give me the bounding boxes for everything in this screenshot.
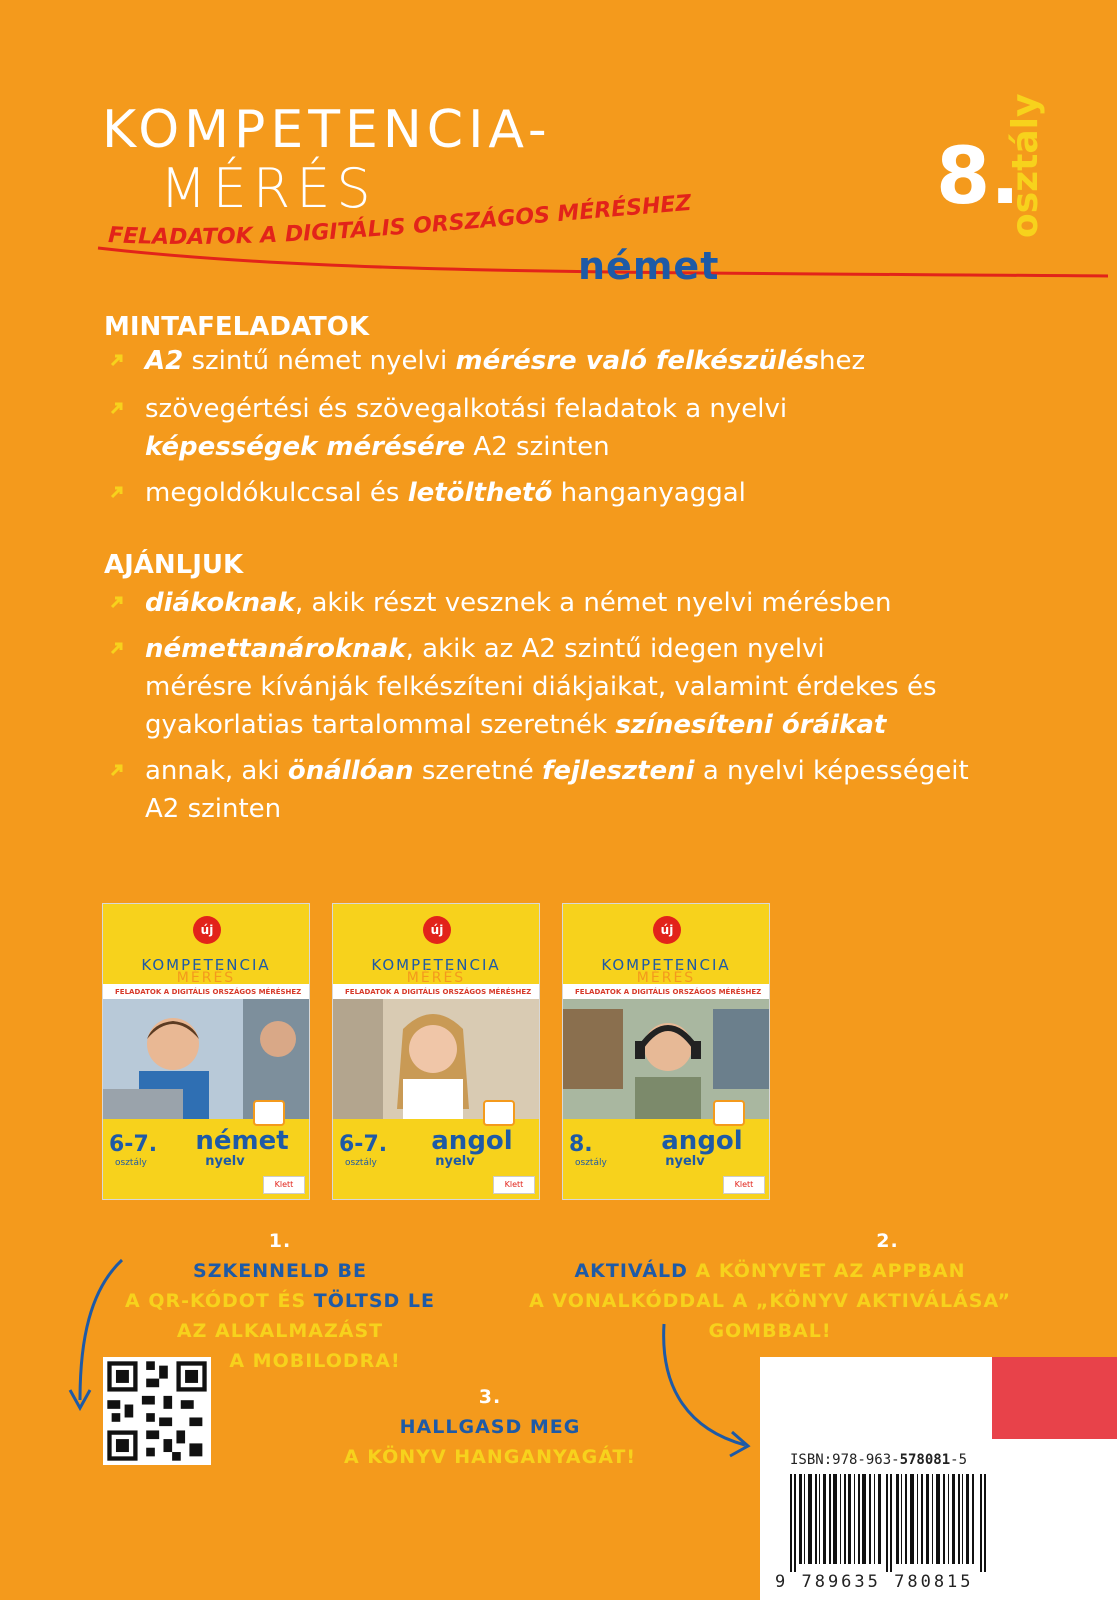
- new-badge: új: [193, 916, 221, 944]
- book-cover-german-6-7: új KOMPETENCIA MÉRÉS FELADATOK A DIGITÁLIS ORSZÁGOS MÉRÉSHEZ 6-7. osztály német nyelv Klett: [102, 903, 310, 1200]
- subtitle-text: FELADATOK A DIGITÁLIS ORSZÁGOS MÉRÉSHEZ: [107, 190, 693, 251]
- klett-logo: Klett: [263, 1176, 305, 1194]
- step-2: 2. AKTIVÁLD A KÖNYVET AZ APPBAN A VONALKÓDDAL A „KÖNYV AKTIVÁLÁSA” GOMBBAL!: [529, 1230, 1011, 1342]
- list-item: szövegértési és szövegalkotási feladatok a nyelvi képességek mérésére A2 szinten: [145, 390, 787, 466]
- grade-number: 8.: [936, 132, 1020, 222]
- step-1: 1. SZKENNELD BE A QR-KÓDOT ÉS TÖLTSD LE AZ ALKALMAZÁST A MOBILODRA!: [125, 1230, 435, 1372]
- arrow-bullet-icon: [109, 484, 125, 500]
- step-3: 3. HALLGASD MEG A KÖNYV HANGANYAGÁT!: [343, 1386, 637, 1468]
- audio-icon: [253, 1100, 285, 1126]
- audio-icon: [483, 1100, 515, 1126]
- book-cover-english-8: új KOMPETENCIA MÉRÉS FELADATOK A DIGITÁLIS ORSZÁGOS MÉRÉSHEZ 8. osztály angol nyelv Klett: [562, 903, 770, 1200]
- recommended-heading: AJÁNLJUK: [104, 550, 244, 580]
- audio-icon: [713, 1100, 745, 1126]
- new-badge: új: [423, 916, 451, 944]
- isbn-text: ISBN:978-963-578081-5: [790, 1452, 968, 1468]
- subject-title: német: [578, 244, 720, 288]
- title-kompetencia: KOMPETENCIA-: [102, 100, 552, 160]
- list-item: megoldókulccsal és letölthető hanganyaggal: [145, 474, 746, 512]
- klett-logo: Klett: [493, 1176, 535, 1194]
- klett-logo: Klett: [723, 1176, 765, 1194]
- qr-code[interactable]: [103, 1357, 211, 1465]
- curved-arrow-icon: [650, 1320, 760, 1470]
- list-item: A2 szintű német nyelvi mérésre való felkészüléshez: [145, 342, 865, 380]
- book-cover-english-6-7: új KOMPETENCIA MÉRÉS FELADATOK A DIGITÁLIS ORSZÁGOS MÉRÉSHEZ 6-7. osztály angol nyelv Klett: [332, 903, 540, 1200]
- new-badge: új: [653, 916, 681, 944]
- arrow-bullet-icon: [109, 640, 125, 656]
- arrow-bullet-icon: [109, 400, 125, 416]
- arrow-bullet-icon: [109, 594, 125, 610]
- title-meres: MÉRÉS: [160, 157, 377, 220]
- arrow-bullet-icon: [109, 352, 125, 368]
- list-item: némettanároknak, akik az A2 szintű idegen nyelvi mérésre kívánják felkészíteni diákjaikat, valamint érdekes és gyakorlatias tartalommal szeretnék színesíteni óráikat: [145, 630, 937, 744]
- list-item: diákoknak, akik részt vesznek a német nyelvi mérésben: [145, 584, 892, 622]
- ean-barcode[interactable]: [790, 1474, 990, 1572]
- arrow-bullet-icon: [109, 762, 125, 778]
- list-item: annak, aki önállóan szeretné fejleszteni a nyelvi képességeit A2 szinten: [145, 752, 969, 828]
- sample-tasks-heading: MINTAFELADATOK: [104, 312, 370, 342]
- barcode-red-block: [992, 1357, 1117, 1439]
- grade-word: osztály: [1005, 93, 1046, 238]
- ean-digits: 9 789635 780815: [775, 1572, 974, 1592]
